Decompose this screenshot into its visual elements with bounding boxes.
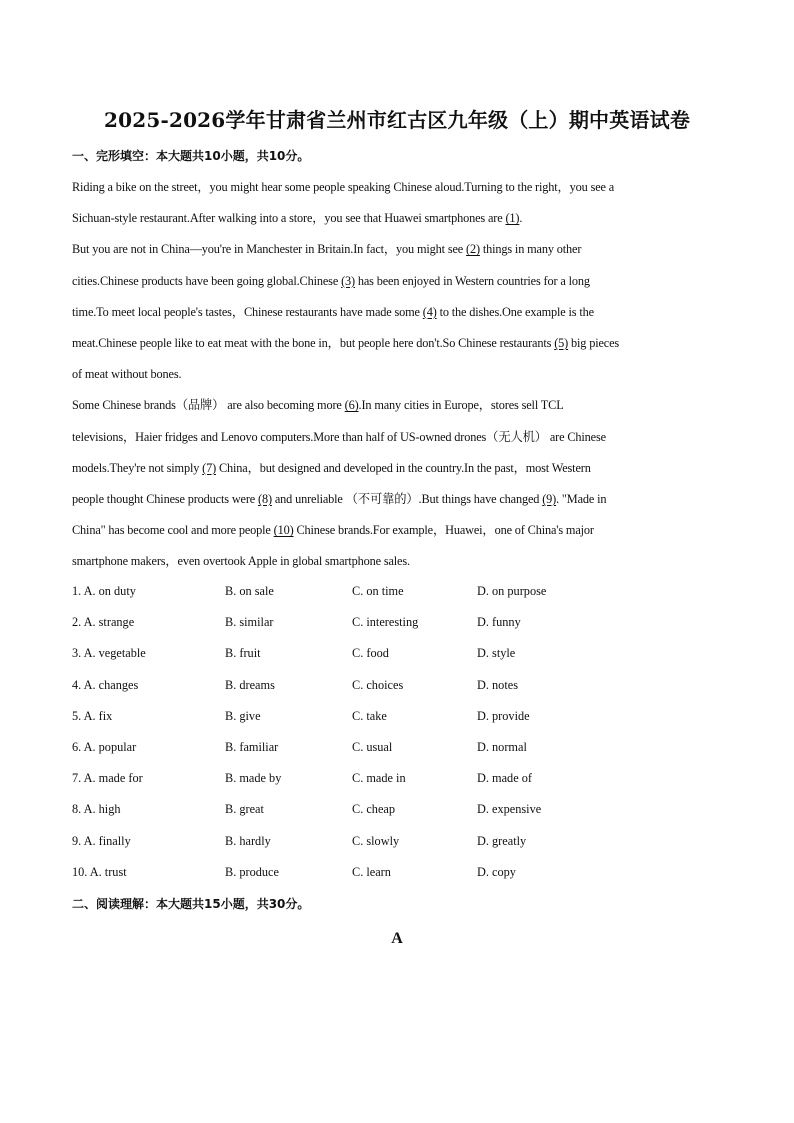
blank-3: (3) bbox=[341, 273, 355, 288]
question-row bbox=[72, 765, 712, 796]
blank-4: (4) bbox=[422, 304, 437, 319]
passage-text: Riding a bike on the street，you might hear some people speaking Chinese aloud.Turning to the right，you see a bbox=[72, 180, 615, 194]
passage-text: . bbox=[519, 211, 523, 226]
passage-line bbox=[72, 422, 722, 453]
option-b: B. produce bbox=[225, 864, 279, 879]
passage-line bbox=[72, 359, 722, 390]
option-d: D. expensive bbox=[477, 802, 542, 817]
option-a: 4. A. changes bbox=[72, 677, 139, 692]
reading-part-heading: A bbox=[391, 930, 403, 947]
passage-text: China，but designed and developed in the country.In the past，most Western bbox=[216, 460, 591, 475]
option-c: C. food bbox=[352, 646, 389, 661]
option-a: 3. A. vegetable bbox=[72, 646, 146, 661]
passage-line bbox=[72, 484, 722, 515]
passage-text: things in many other bbox=[479, 242, 582, 257]
blank-5: (5) bbox=[554, 336, 569, 351]
option-c: C. slowly bbox=[352, 833, 400, 848]
option-d: D. normal bbox=[477, 739, 527, 754]
option-c: C. cheap bbox=[352, 802, 396, 817]
question-row bbox=[72, 672, 712, 703]
passage-line bbox=[72, 515, 722, 546]
option-a: 5. A. fix bbox=[72, 708, 113, 723]
option-d: D. funny bbox=[477, 615, 521, 630]
passage-text: China" has become cool and more people bbox=[72, 523, 274, 538]
option-b: B. fruit bbox=[225, 646, 261, 661]
option-c: C. interesting bbox=[352, 615, 419, 630]
passage-line bbox=[72, 234, 722, 265]
passage-text: of meat without bones. bbox=[72, 367, 182, 382]
section-heading-cloze: 一、完形填空：本大题共10小题，共10分。 bbox=[72, 149, 310, 163]
option-d: D. style bbox=[477, 646, 516, 661]
option-a: 10. A. trust bbox=[72, 864, 127, 879]
passage-line bbox=[72, 328, 722, 359]
blank-2: (2) bbox=[466, 242, 480, 257]
passage-text: and unreliable （不可靠的）.But things have changed bbox=[271, 492, 543, 507]
option-a: 1. A. on duty bbox=[72, 584, 136, 598]
question-row bbox=[72, 734, 712, 765]
passage-text: people thought Chinese products were bbox=[72, 492, 259, 507]
passage-line bbox=[72, 546, 722, 577]
option-a: 2. A. strange bbox=[72, 615, 135, 630]
blank-1: (1) bbox=[505, 211, 520, 226]
passage-text: . "Made in bbox=[556, 492, 607, 507]
option-d: D. on purpose bbox=[477, 584, 547, 598]
blank-7: (7) bbox=[202, 460, 217, 475]
option-a: 9. A. finally bbox=[72, 833, 131, 848]
question-row bbox=[72, 609, 712, 640]
blank-9: (9) bbox=[542, 492, 557, 507]
option-d: D. notes bbox=[477, 677, 518, 692]
option-c: C. usual bbox=[352, 739, 393, 754]
question-row bbox=[72, 796, 712, 827]
cloze-passage bbox=[72, 172, 722, 578]
option-b: B. hardly bbox=[225, 833, 271, 848]
passage-line bbox=[72, 453, 722, 484]
passage-line bbox=[72, 390, 722, 421]
passage-text: has been enjoyed in Western countries for a long bbox=[354, 273, 590, 288]
option-c: C. on time bbox=[352, 584, 404, 598]
question-row bbox=[72, 859, 712, 890]
blank-6: (6) bbox=[344, 398, 359, 413]
passage-text: cities.Chinese products have been going global.Chinese bbox=[72, 273, 342, 288]
option-d: D. provide bbox=[477, 708, 530, 723]
passage-text: Sichuan-style restaurant.After walking into a store，you see that Huawei smartphones are bbox=[72, 211, 506, 226]
option-b: B. made by bbox=[225, 771, 282, 786]
passage-text: televisions，Haier fridges and Lenovo computers.More than half of US-owned drones（无人机） are Chinese bbox=[72, 429, 606, 444]
option-b: B. familiar bbox=[225, 739, 279, 754]
section-heading-reading: 二、阅读理解：本大题共15小题，共30分。 bbox=[72, 897, 310, 911]
passage-line bbox=[72, 297, 722, 328]
passage-text: big pieces bbox=[568, 336, 620, 351]
passage-text: smartphone makers，even overtook Apple in global smartphone sales. bbox=[72, 554, 410, 569]
option-d: D. copy bbox=[477, 864, 516, 879]
option-a: 7. A. made for bbox=[72, 771, 143, 786]
answer-options bbox=[72, 578, 712, 890]
passage-text: Chinese brands.For example，Huawei，one of China's major bbox=[293, 523, 594, 538]
blank-8: (8) bbox=[258, 492, 272, 507]
passage-text: to the dishes.One example is the bbox=[436, 304, 594, 319]
option-b: B. on sale bbox=[225, 584, 274, 598]
option-b: B. great bbox=[225, 802, 264, 817]
option-c: C. take bbox=[352, 708, 387, 723]
question-row bbox=[72, 578, 712, 609]
question-row bbox=[72, 703, 712, 734]
passage-text: .In many cities in Europe，stores sell TCL bbox=[358, 398, 564, 413]
passage-line bbox=[72, 266, 722, 297]
option-a: 6. A. popular bbox=[72, 739, 137, 754]
option-b: B. similar bbox=[225, 615, 274, 630]
blank-10: (10) bbox=[273, 523, 294, 538]
question-row bbox=[72, 828, 712, 859]
option-c: C. made in bbox=[352, 771, 406, 786]
passage-line bbox=[72, 172, 722, 203]
option-d: D. made of bbox=[477, 771, 532, 786]
option-b: B. dreams bbox=[225, 677, 275, 692]
passage-text: But you are not in China—you're in Manchester in Britain.In fact，you might see bbox=[72, 242, 467, 257]
passage-text: models.They're not simply bbox=[72, 460, 203, 475]
option-d: D. greatly bbox=[477, 833, 527, 848]
option-b: B. give bbox=[225, 708, 261, 723]
option-a: 8. A. high bbox=[72, 802, 121, 817]
passage-text: Some Chinese brands（品牌） are also becoming more bbox=[72, 398, 345, 413]
passage-text: time.To meet local people's tastes，Chinese restaurants have made some bbox=[72, 304, 423, 319]
page-title: 2025-2026学年甘肃省兰州市红古区九年级（上）期中英语试卷 bbox=[103, 108, 691, 132]
question-row bbox=[72, 640, 712, 671]
option-c: C. learn bbox=[352, 864, 391, 879]
passage-text: meat.Chinese people like to eat meat with the bone in，but people here don't.So Chinese restaurants bbox=[72, 336, 555, 351]
passage-line bbox=[72, 203, 722, 234]
option-c: C. choices bbox=[352, 677, 404, 692]
